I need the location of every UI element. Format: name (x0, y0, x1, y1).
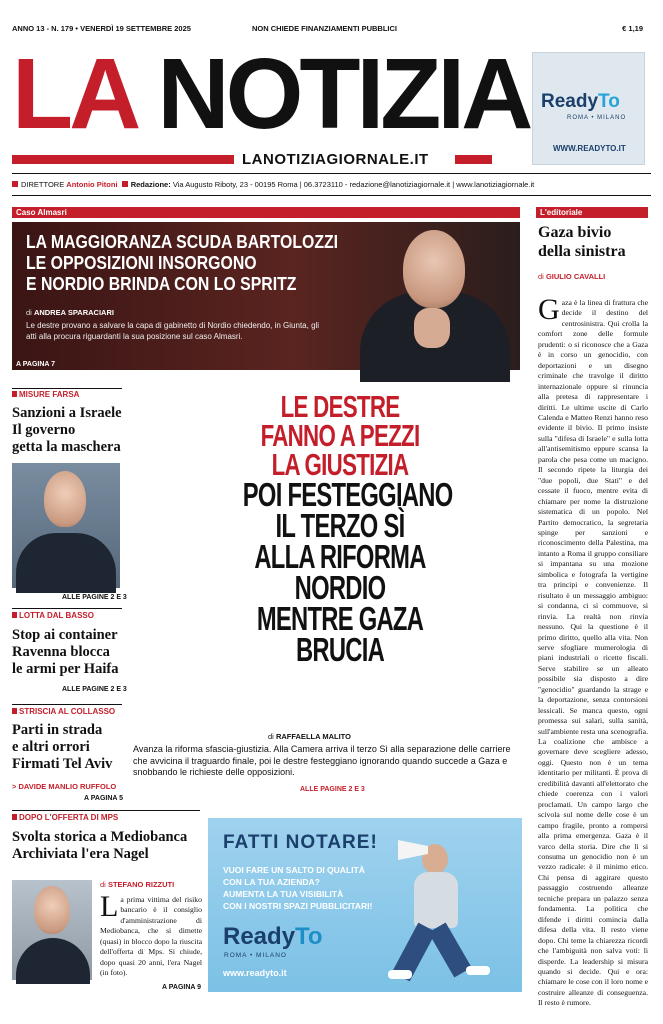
section-lotta-dal-basso: LOTTA DAL BASSO (12, 611, 94, 620)
main-pages[interactable]: ALLE PAGINE 2 E 3 (300, 786, 365, 793)
section-mps: DOPO L'OFFERTA DI MPS (12, 813, 118, 822)
headline-ravenna[interactable]: Stop ai container Ravenna blocca le armi per Haifa (12, 627, 119, 677)
author-ruffolo: > DAVIDE MANLIO RUFFOLO (12, 782, 117, 791)
square-icon (122, 181, 128, 187)
hero-headline: LA MAGGIORANZA SCUDA BARTOLOZZI LE OPPOSIZIONI INSORGONO E NORDIO BRINDA CON LO SPRITZ (26, 232, 339, 294)
fatti-brand: ReadyTo (223, 923, 323, 950)
left-rule-3 (12, 704, 122, 705)
ad-brand: ReadyTo (541, 91, 620, 112)
masthead-title-a: LA (12, 38, 158, 150)
fatti-sub: ROMA • MILANO (224, 952, 287, 959)
hero-byline: di ANDREA SPARACIARI (26, 308, 114, 317)
photo-nagel (12, 880, 92, 980)
section-misure-farsa: MISURE FARSA (12, 390, 79, 399)
info-rule-bottom (12, 195, 651, 196)
info-line: DIRETTORE Antonio Pitoni Redazione: Via Augusto Riboty, 23 - 00195 Roma | 06.3723110 - redazione@lanotiziagiornale.it | www.lanotiziagiornale.it (12, 180, 651, 189)
editorial-headline[interactable]: Gaza bivio della sinistra (538, 224, 626, 260)
readyto-ad-top[interactable] (532, 52, 645, 165)
square-icon (12, 181, 18, 187)
info-rule-top (12, 173, 651, 174)
main-byline: di RAFFAELLA MALITO (268, 732, 351, 741)
main-dek: Avanza la riforma sfascia-giustizia. Alla Camera arriva il terzo Sì alla separazione delle carriere che avvicina il traguardo finale, poi le destre festeggiano ignorando quando succede a Gaza e snobbando le richieste delle opposizioni. (133, 744, 511, 777)
hero-article[interactable] (12, 222, 520, 370)
mediobanca-body: La prima vittima del risiko bancario è il consiglio d'amministrazione di Mediobanca, che si dimette (quasi) in blocco dopo la riuscita dell'offerta di Mps. Si chiude, dopo quasi 20 anni, l'era Nagel (in foto). (100, 890, 202, 978)
headline-gaza-strada[interactable]: Parti in strada e altri orrori Firmati Tel Aviv (12, 722, 113, 772)
issue-date: ANNO 13 - N. 179 • VENERDÌ 19 SETTEMBRE 2025 (12, 24, 191, 33)
slogan: NON CHIEDE FINANZIAMENTI PUBBLICI (252, 24, 397, 33)
masthead-rule-left (12, 155, 234, 164)
man-shirt (414, 872, 458, 928)
pages-mediobanca[interactable]: A PAGINA 9 (162, 984, 202, 991)
editorial-body: Gaza è la linea di frattura che decide il destino del centrosinistra. Qui crolla la comfort zone delle formule prudenti: o si riconosce che a Gaza è in corso un genocidio, con deportazioni e un disegno criminale che travolge il diritto internazionale oppure si rinuncia alla pretesa di rappresentare i diritti. Le ultime uscite di Carlo Calenda e Matteo Renzi hanno reso evidente il bivio. Il primo insiste sulla "difesa di Israele" e sulla lotta all'antisemitismo eppure scansa la parola che pesa come un macigno. Il secondo ripete la liturgia dei "due popoli, due Stati" e del cessate il fuoco, mentre evita di chiamare per nome la distruzione sistematica di un popolo. Nel Partito democratico, la segretaria spinge per sanzioni e riconoscimento della Palestina, ma intanto a Roma il gruppo consiliare si impantana su una mozione simbolica e fotografa la vertigine tra principi e convenienze. Il risultato è un messaggio ambiguo: si condanna, ci si commuove, si rinvia. La realtà non rinvia nessuno. Qui la questione è il primo diritto, quello alla vita. Non serve sfogliare mumerologia di piani industriali o ricette fiscali. Serve stabilire se un alleato possibile sia disposto a dire "genocidio" guardando la strage e la deportazione, senza contorsioni lessicali. Se manca questo, ogni promessa sui salari, sulla sanità, sull'ambiente resta una scenografia. La coalizione che ambisce a governare deve scegliere adesso, oggi. Questo non è un tema identitario per militanti. È prova di credibilità davanti all'elettorato che chiede coerenza con i valori proclamati. Un campo largo che scivola sul nome delle cose è un campo fragile, pronto a rompersi alla prima emergenza. Gaza è il varco della storia. Dire che lì si consuma un genocidio non è un vezzo radicale: è il minimo etico. Chi pensa di aggirare questo passaggio costruendo alleanze tecniche prepara un palazzo senza fondamenta. La politica che difende i diritti comincia dalla difesa della vita. Il resto viene dopo. Chi teme la chiarezza ricordi che l'ambiguità non salva voti: li disperde. La leadership si misura quando si decide. Qui e ora: chiamare le cose con il loro nome e costruire alleanze di conseguenza. Il resto è rumore. (538, 293, 648, 1008)
dropcap: G (538, 293, 560, 326)
price: € 1,19 (622, 24, 643, 33)
man-shoe-left (388, 970, 412, 979)
left-rule-1 (12, 388, 122, 389)
headline-mediobanca[interactable]: Svolta storica a Mediobanca Archiviata l'era Nagel (12, 829, 188, 862)
headline-sanzioni[interactable]: Sanzioni a Israele Il governo getta la maschera (12, 405, 122, 455)
man-shoe-right (466, 966, 490, 975)
left-rule-2 (12, 608, 122, 609)
masthead-title-b: NOTIZIA (157, 38, 530, 150)
masthead-rule-right (455, 155, 492, 164)
ad-url: WWW.READYTO.IT (553, 144, 626, 153)
masthead-url[interactable]: LANOTIZIAGIORNALE.IT (242, 151, 429, 168)
fatti-copy: VUOI FARE UN SALTO DI QUALITÀ CON LA TUA AZIENDA? AUMENTA LA TUA VISIBILITÀ CON I NOSTRI SPAZI PUBBLICITARI! (223, 865, 373, 911)
main-headline[interactable]: LE DESTRE FANNO A PEZZI LA GIUSTIZIA POI FESTEGGIANO IL TERZO SÌ ALLA RIFORMA NORDIO MENTRE GAZA BRUCIA (242, 389, 453, 668)
section-editoriale: L'editoriale (536, 207, 648, 218)
fatti-notare-ad[interactable] (208, 818, 522, 992)
fatti-url: www.readyto.it (223, 968, 287, 978)
pages-striscia[interactable]: A PAGINA 5 (84, 795, 124, 802)
hero-photo-face (403, 230, 465, 308)
photo-tajani (12, 463, 120, 588)
ad-sub: ROMA • MILANO (567, 115, 627, 121)
bottom-rule (12, 810, 200, 811)
fatti-title: FATTI NOTARE! (223, 832, 378, 853)
section-caso-almasri: Caso Almasri (12, 207, 520, 218)
editorial-byline: di GIULIO CAVALLI (538, 272, 606, 281)
hero-pages[interactable]: A PAGINA 7 (16, 361, 56, 368)
pages-ravenna[interactable]: ALLE PAGINE 2 E 3 (62, 686, 127, 693)
masthead-title[interactable] (12, 38, 530, 150)
hero-dek: Le destre provano a salvare la capa di gabinetto di Nordio chiedendo, in Giunta, gli atti alla procura riguardanti la sua posizione sul caso Almasri. (26, 321, 320, 341)
mediobanca-byline: di STEFANO RIZZUTI (100, 880, 175, 889)
section-striscia: STRISCIA AL COLLASSO (12, 707, 115, 716)
hero-photo-hand (414, 308, 450, 348)
pages-sanzioni[interactable]: ALLE PAGINE 2 E 3 (62, 594, 127, 601)
